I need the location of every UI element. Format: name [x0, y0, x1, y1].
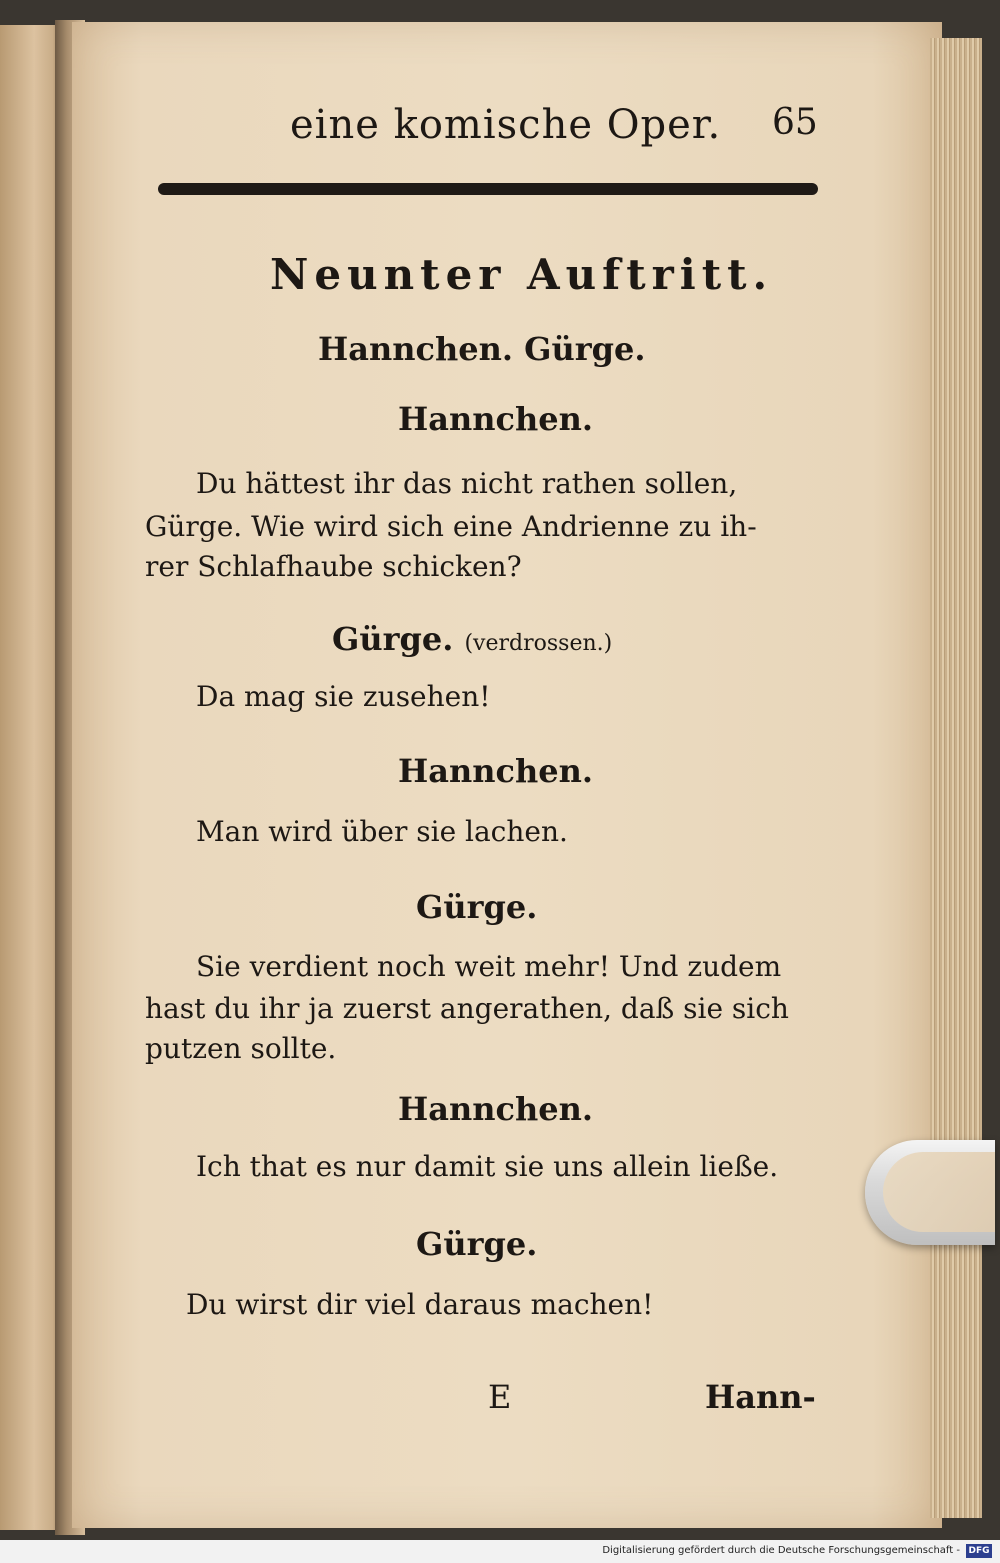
page-fore-edge	[930, 38, 982, 1518]
dialogue-line: hast du ihr ja zuerst angerathen, daß sie sich	[145, 992, 789, 1025]
footer-credit: Digitalisierung gefördert durch die Deutsche Forschungsgemeinschaft -	[602, 1545, 960, 1556]
speaker-label: Hannchen.	[398, 400, 594, 438]
dialogue-line: putzen sollte.	[145, 1032, 337, 1065]
dialogue-line: Sie verdient noch weit mehr! Und zudem	[196, 950, 782, 983]
clip-inner	[883, 1152, 995, 1232]
dfg-logo-icon: DFG	[966, 1544, 992, 1558]
dialogue-line: Ich that es nur damit sie uns allein ließe.	[196, 1150, 779, 1183]
header-rule	[158, 183, 818, 195]
speaker-label	[332, 620, 612, 658]
dialogue-line: Man wird über sie lachen.	[196, 815, 568, 848]
dialogue-line: Gürge. Wie wird sich eine Andrienne zu ih-	[145, 510, 757, 543]
speaker-label: Gürge.	[416, 1225, 538, 1263]
running-head: eine komische Oper.	[290, 102, 722, 148]
left-page-edge	[0, 25, 62, 1530]
dialogue-line: Da mag sie zusehen!	[196, 680, 491, 713]
speaker-label: Gürge.	[416, 888, 538, 926]
dialogue-line: rer Schlafhaube schicken?	[145, 550, 522, 583]
speaker-label: Hannchen.	[398, 752, 594, 790]
stage-direction: (verdrossen.)	[464, 631, 613, 656]
page-number: 65	[772, 102, 818, 143]
scene-persons: Hannchen. Gürge.	[318, 330, 646, 368]
signature-mark: E	[488, 1378, 512, 1416]
scene-title: Neunter Auftritt.	[270, 250, 774, 299]
catchword: Hann-	[705, 1378, 816, 1416]
dialogue-line: Du wirst dir viel daraus machen!	[186, 1288, 654, 1321]
speaker-label: Hannchen.	[398, 1090, 594, 1128]
dialogue-line: Du hättest ihr das nicht rathen sollen,	[196, 467, 738, 500]
page-clip	[865, 1140, 1000, 1245]
speaker-name: Gürge.	[332, 620, 454, 658]
